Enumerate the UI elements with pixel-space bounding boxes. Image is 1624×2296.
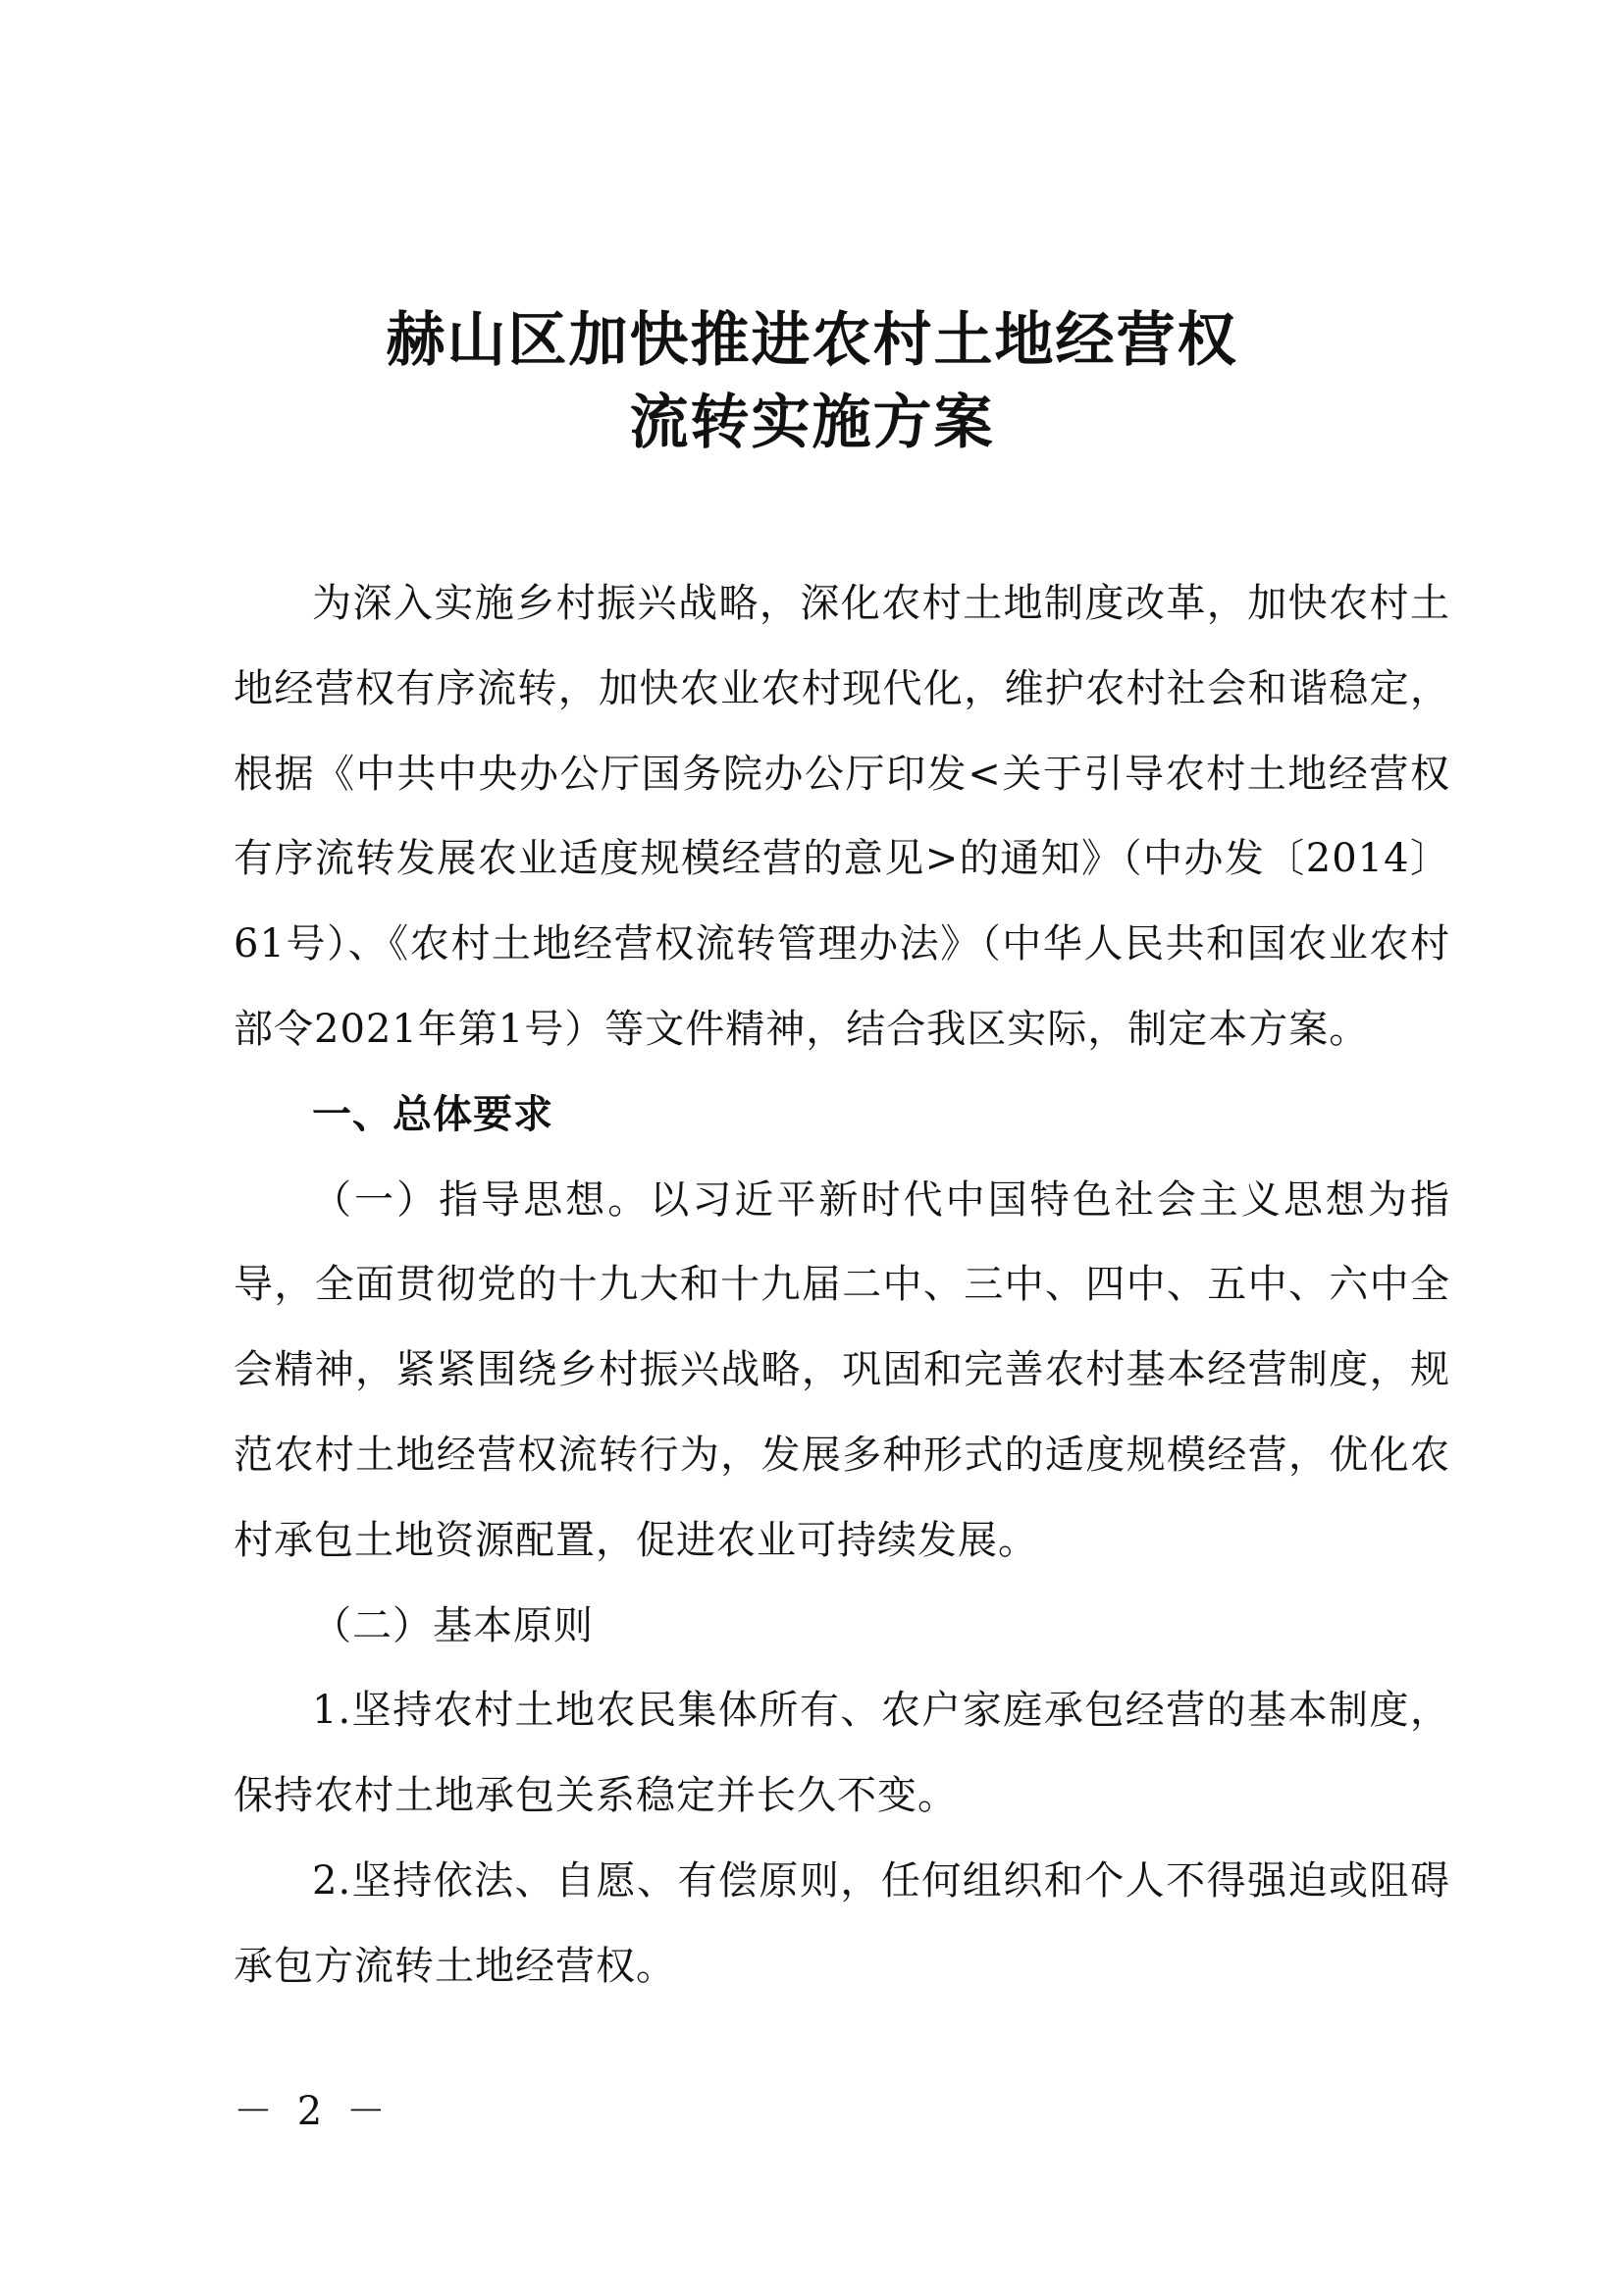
principle-2-paragraph: 2.坚持依法、自愿、有偿原则，任何组织和个人不得强迫或阻碍承包方流转土地经营权。: [234, 1857, 1450, 1989]
principle-1-paragraph: 1.坚持农村土地农民集体所有、农户家庭承包经营的基本制度，保持农村土地承包关系稳定并长久不变。: [234, 1688, 1450, 1819]
guiding-ideology-paragraph: （一）指导思想。以习近平新时代中国特色社会主义思想为指导，全面贯彻党的十九大和十九届二中、三中、四中、五中、六中全会精神，紧紧围绕乡村振兴战略，巩固和完善农村基本经营制度，规范农村土地经营权流转行为，发展多种形式的适度规模经营，优化农村承包土地资源配置，促进农业可持续发展。: [234, 1176, 1450, 1563]
title-line-2: 流转实施方案: [629, 389, 995, 457]
basic-principles-heading: （二）基本原则: [312, 1602, 594, 1648]
document-title: [0, 299, 1624, 464]
section-heading-general-requirements: 一、总体要求: [312, 1091, 553, 1137]
intro-paragraph: 为深入实施乡村振兴战略，深化农村土地制度改革，加快农村土地经营权有序流转，加快农业农村现代化，维护农村社会和谐稳定，根据《中共中央办公厅国务院办公厅印发<关于引导农村土地经营权有序流转发展农业适度规模经营的意见>的通知》（中办发〔2014〕61号）、《农村土地经营权流转管理办法》（中华人民共和国农业农村部令2021年第1号）等文件精神，结合我区实际，制定本方案。: [234, 581, 1450, 1052]
document-body: [234, 561, 1450, 2009]
page-number: － 2 －: [234, 2089, 392, 2134]
title-line-1: 赫山区加快推进农村土地经营权: [386, 306, 1238, 375]
